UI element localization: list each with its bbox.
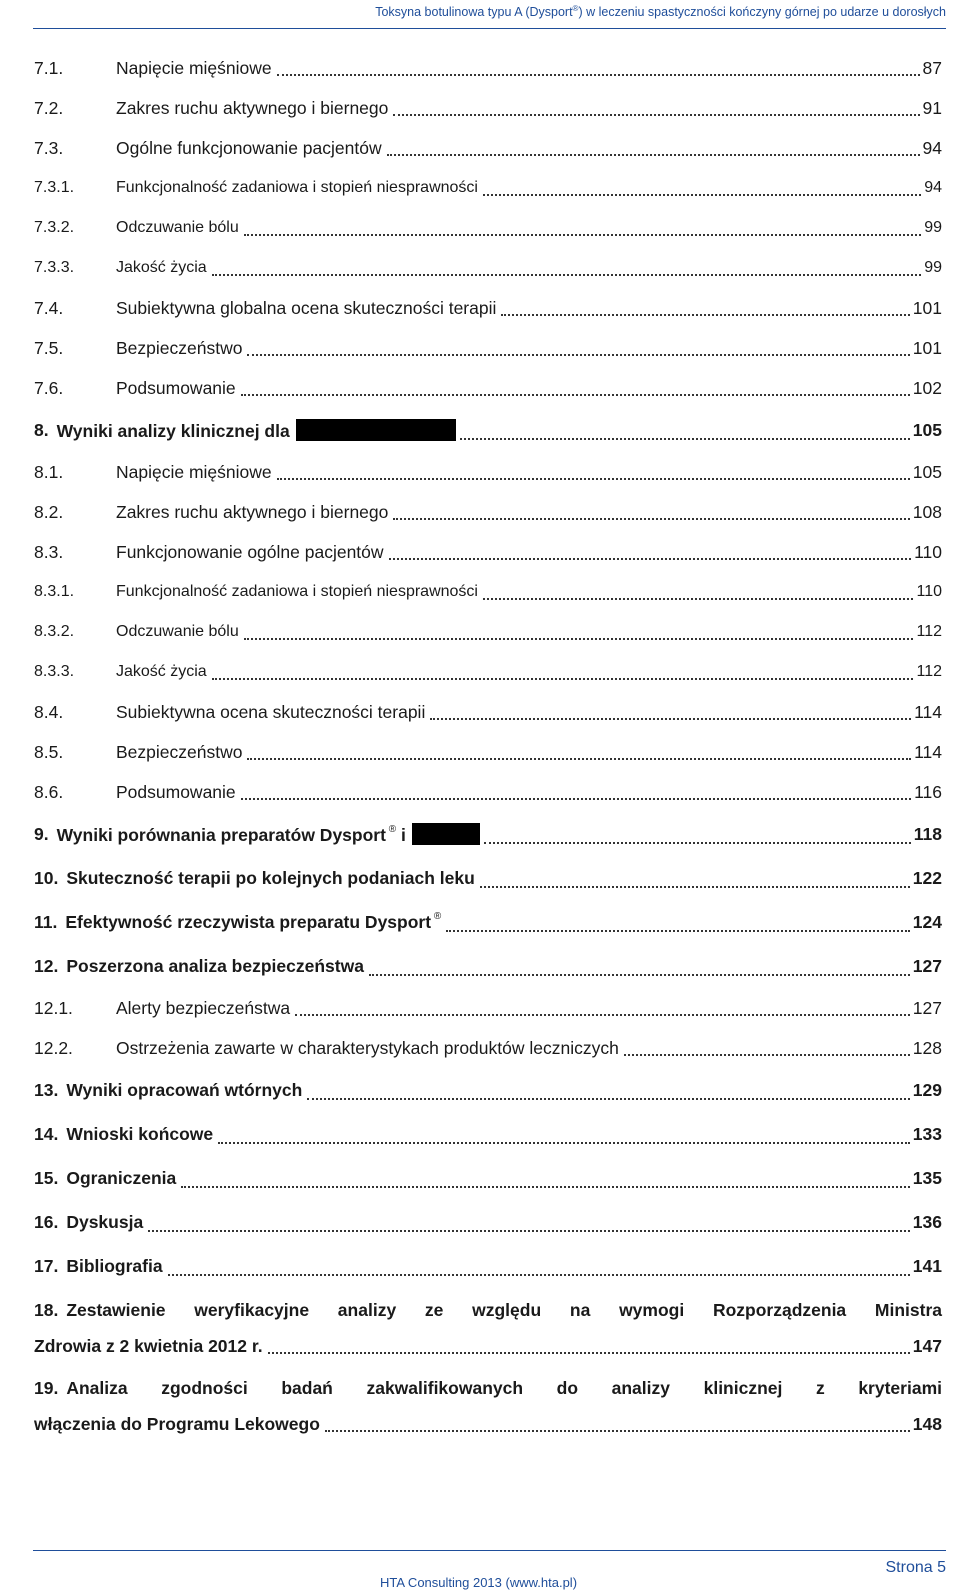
- header-reg-mark: ®: [572, 4, 579, 13]
- toc-entry[interactable]: [34, 452, 942, 492]
- leader-dots: [241, 798, 911, 800]
- toc-entry-number: 8.3.1.: [34, 583, 75, 600]
- toc-entry[interactable]: [34, 48, 942, 88]
- toc-entry-title: [66, 868, 476, 889]
- toc-entry-title-text: Poszerzona analiza bezpieczeństwa: [66, 955, 364, 976]
- toc-entry-title: [116, 623, 241, 641]
- toc-entry-title: Analiza zgodności badań zakwalifikowanych do analizy klinicznej z kryteriami: [66, 1377, 942, 1398]
- toc-entry[interactable]: [34, 732, 942, 772]
- running-header: [375, 4, 946, 19]
- toc-entry-title-text: Zakres ruchu aktywnego i biernego: [116, 501, 389, 522]
- table-of-contents: [34, 48, 942, 1448]
- leader-dots: [480, 886, 910, 888]
- toc-entry-line-1: [34, 1370, 942, 1406]
- toc-entry-page: 94: [922, 137, 942, 158]
- toc-entry-title: [66, 1080, 304, 1101]
- toc-entry[interactable]: [34, 772, 942, 812]
- toc-entry-number: 8.6.: [34, 781, 64, 802]
- toc-entry-title: [116, 179, 480, 197]
- leader-dots: [181, 1186, 910, 1188]
- toc-entry-page: 116: [914, 781, 942, 802]
- registered-mark: ®: [431, 911, 442, 922]
- toc-entry-page: 141: [912, 1255, 942, 1276]
- toc-entry[interactable]: [34, 128, 942, 168]
- redacted-block: [412, 823, 480, 845]
- toc-entry[interactable]: [34, 1068, 942, 1112]
- toc-entry-title-text: Bibliografia: [66, 1255, 163, 1276]
- footer-company: HTA Consulting 2013 (www.hta.pl): [380, 1575, 578, 1590]
- toc-entry[interactable]: [34, 208, 942, 248]
- leader-dots: [484, 842, 911, 844]
- leader-dots: [446, 930, 910, 932]
- toc-entry-number: 12.2.: [34, 1037, 73, 1058]
- leader-dots: [277, 478, 910, 480]
- toc-entry-title: [116, 782, 238, 803]
- toc-entry-number: 8.3.3.: [34, 663, 75, 680]
- toc-entry-number: 13.: [34, 1079, 59, 1100]
- leader-dots: [483, 194, 921, 196]
- leader-dots: [624, 1054, 910, 1056]
- toc-entry[interactable]: [34, 1156, 942, 1200]
- toc-entry[interactable]: [34, 944, 942, 988]
- leader-dots: [387, 154, 920, 156]
- toc-entry-page: 136: [912, 1211, 942, 1232]
- toc-entry-number: 11.: [34, 911, 58, 932]
- toc-entry[interactable]: [34, 1244, 942, 1288]
- leader-dots: [307, 1098, 910, 1100]
- registered-mark: ®: [471, 823, 480, 835]
- toc-entry-number: 12.: [34, 955, 59, 976]
- leader-dots: [393, 114, 919, 116]
- toc-entry[interactable]: [34, 288, 942, 328]
- toc-entry-multiline[interactable]: [34, 1292, 942, 1364]
- toc-entry-number: 7.6.: [34, 377, 64, 398]
- footer-page-label: Strona: [885, 1559, 933, 1576]
- toc-entry-title: [116, 58, 274, 79]
- leader-dots: [389, 558, 912, 560]
- toc-entry[interactable]: [34, 612, 942, 652]
- toc-entry-title: [116, 259, 209, 277]
- toc-entry[interactable]: [34, 572, 942, 612]
- toc-entry[interactable]: [34, 1028, 942, 1068]
- footer-page: [886, 1559, 947, 1577]
- toc-entry-title-text: Subiektywna ocena skuteczności terapii: [116, 701, 426, 722]
- leader-dots: [325, 1430, 910, 1432]
- toc-entry-number: 8.1.: [34, 461, 64, 482]
- toc-entry-title-text: Bezpieczeństwo: [116, 741, 243, 762]
- leader-dots: [247, 758, 911, 760]
- toc-entry-page: 124: [912, 911, 942, 932]
- toc-entry[interactable]: [34, 368, 942, 408]
- toc-entry-page: 133: [912, 1123, 942, 1144]
- leader-dots: [460, 438, 910, 440]
- toc-entry-title-text: Dyskusja: [66, 1211, 144, 1232]
- toc-entry-page: 101: [912, 337, 942, 358]
- toc-entry[interactable]: [34, 1112, 942, 1156]
- toc-entry-title: [116, 338, 244, 359]
- toc-entry-title-text: Podsumowanie: [116, 377, 236, 398]
- leader-dots: [168, 1274, 910, 1276]
- toc-entry-title-text: Wyniki porównania preparatów Dysport: [56, 824, 386, 845]
- toc-entry-title: [66, 956, 366, 977]
- toc-entry-title: [116, 462, 274, 483]
- toc-entry-page: 91: [922, 97, 942, 118]
- toc-entry-page: 105: [912, 461, 942, 482]
- toc-entry-title: [66, 1256, 164, 1277]
- toc-entry-title: [116, 98, 390, 119]
- toc-entry-title-text: Wyniki analizy klinicznej dla: [56, 420, 290, 441]
- toc-entry-title-text: Jakość życia: [116, 663, 207, 680]
- toc-entry-title-text: Alerty bezpieczeństwa: [116, 997, 291, 1018]
- leader-dots: [369, 974, 910, 976]
- toc-entry-title: [66, 1168, 178, 1189]
- toc-entry-title-text: Ostrzeżenia zawarte w charakterystykach produktów leczniczych: [116, 1037, 619, 1058]
- toc-entry-title: [116, 298, 498, 319]
- leader-dots: [244, 638, 914, 640]
- toc-entry[interactable]: [34, 408, 942, 452]
- toc-entry-page: 102: [912, 377, 942, 398]
- toc-entry-title-text: Wnioski końcowe: [66, 1123, 214, 1144]
- toc-entry-page: 94: [924, 179, 942, 196]
- leader-dots: [212, 274, 922, 276]
- toc-entry-page: 110: [914, 541, 942, 562]
- toc-entry-title: [66, 1212, 145, 1233]
- toc-entry[interactable]: [34, 1200, 942, 1244]
- toc-entry-title: Zestawienie weryfikacyjne analizy ze względu na wymogi Rozporządzenia Ministra: [66, 1299, 942, 1320]
- leader-dots: [295, 1014, 910, 1016]
- toc-entry-page: 127: [912, 955, 942, 976]
- toc-entry-number: 7.2.: [34, 97, 64, 118]
- toc-entry-title-text: Napięcie mięśniowe: [116, 57, 272, 78]
- toc-entry-title: [116, 542, 386, 563]
- toc-entry-title: [57, 419, 457, 442]
- header-text-2: ) w leczeniu spastyczności kończyny górnej po udarze u dorosłych: [578, 5, 946, 20]
- leader-dots: [212, 678, 914, 680]
- toc-entry-page: 105: [912, 419, 942, 440]
- toc-entry-page: 127: [912, 997, 942, 1018]
- toc-entry[interactable]: [34, 492, 942, 532]
- toc-entry-page: 114: [914, 741, 942, 762]
- toc-entry-number: 8.5.: [34, 741, 64, 762]
- leader-dots: [393, 518, 909, 520]
- toc-entry-page: 118: [913, 823, 942, 844]
- toc-entry-title-text: Funkcjonalność zadaniowa i stopień niesprawności: [116, 179, 478, 196]
- toc-entry-title-text: Bezpieczeństwo: [116, 337, 243, 358]
- toc-entry-page: 122: [912, 867, 942, 888]
- toc-entry-title-text: Zakres ruchu aktywnego i biernego: [116, 97, 389, 118]
- leader-dots: [277, 74, 920, 76]
- toc-entry-title: [116, 663, 209, 681]
- toc-entry-number: 8.3.2.: [34, 623, 75, 640]
- toc-entry[interactable]: [34, 856, 942, 900]
- toc-entry[interactable]: [34, 988, 942, 1028]
- leader-dots: [241, 394, 910, 396]
- toc-entry-number: 19.: [34, 1377, 59, 1398]
- toc-entry-page: 129: [912, 1079, 942, 1100]
- toc-entry-title-cont: Zdrowia z 2 kwietnia 2012 r.: [34, 1335, 263, 1356]
- toc-entry-title-cont: włączenia do Programu Lekowego: [34, 1413, 320, 1434]
- toc-entry-line-2: [34, 1406, 942, 1442]
- toc-entry-number: 10.: [34, 867, 59, 888]
- toc-entry-page: 110: [916, 583, 942, 600]
- toc-entry-title: [116, 219, 241, 237]
- toc-entry-number: 17.: [34, 1255, 59, 1276]
- leader-dots: [501, 314, 909, 316]
- toc-entry-page: 108: [912, 501, 942, 522]
- registered-mark: ®: [447, 419, 456, 431]
- toc-entry[interactable]: [34, 692, 942, 732]
- toc-entry-title: [57, 823, 482, 846]
- toc-entry-title-text: Napięcie mięśniowe: [116, 461, 272, 482]
- toc-entry[interactable]: [34, 812, 942, 856]
- toc-entry-page: 128: [912, 1037, 942, 1058]
- toc-entry-page: 148: [912, 1413, 942, 1434]
- leader-dots: [244, 234, 921, 236]
- toc-entry-title-text: Subiektywna globalna ocena skuteczności terapii: [116, 297, 497, 318]
- toc-entry[interactable]: [34, 328, 942, 368]
- leader-dots: [148, 1230, 910, 1232]
- toc-entry-number: 7.3.3.: [34, 259, 75, 276]
- toc-entry[interactable]: [34, 532, 942, 572]
- leader-dots: [247, 354, 909, 356]
- toc-entry-number: 14.: [34, 1123, 59, 1144]
- toc-entry-number: 9.: [34, 823, 49, 844]
- toc-entry-number: 8.2.: [34, 501, 64, 522]
- toc-entry-title-text-2: i: [396, 824, 406, 845]
- toc-entry-title-text: Odczuwanie bólu: [116, 219, 239, 236]
- header-rule: [33, 28, 946, 29]
- toc-entry-number: 7.3.1.: [34, 179, 75, 196]
- toc-entry-number: 7.5.: [34, 337, 64, 358]
- toc-entry-page: 112: [916, 663, 942, 680]
- toc-entry-title-text: Podsumowanie: [116, 781, 236, 802]
- toc-entry-title-text: Funkcjonowanie ogólne pacjentów: [116, 541, 384, 562]
- footer-rule: [33, 1550, 946, 1551]
- toc-entry-number: 8.: [34, 419, 49, 440]
- toc-entry-title: [116, 998, 292, 1019]
- toc-entry-page: 147: [912, 1335, 942, 1356]
- toc-entry-title: [116, 583, 480, 601]
- toc-entry-page: 87: [922, 57, 942, 78]
- leader-dots: [218, 1142, 910, 1144]
- toc-entry-title-text: Ograniczenia: [66, 1167, 177, 1188]
- leader-dots: [430, 718, 911, 720]
- footer-page-number: 5: [937, 1559, 946, 1576]
- toc-entry-page: 114: [914, 701, 942, 722]
- toc-entry-page: 101: [912, 297, 942, 318]
- toc-entry-line-1: [34, 1292, 942, 1328]
- toc-entry-title-text: Funkcjonalność zadaniowa i stopień niesprawności: [116, 583, 478, 600]
- toc-entry-number: 18.: [34, 1299, 59, 1320]
- toc-entry-title-text: Efektywność rzeczywista preparatu Dysport: [65, 912, 432, 932]
- toc-entry-title: [116, 502, 390, 523]
- toc-entry-page: 112: [916, 623, 942, 640]
- toc-entry-number: 7.4.: [34, 297, 64, 318]
- toc-entry-title-text: Skuteczność terapii po kolejnych podaniach leku: [66, 867, 475, 888]
- toc-entry-multiline[interactable]: [34, 1370, 942, 1442]
- registered-mark: ®: [385, 823, 397, 835]
- toc-entry[interactable]: [34, 248, 942, 288]
- toc-entry-title: [116, 1038, 621, 1059]
- toc-entry-page: 99: [924, 219, 942, 236]
- toc-entry-number: 8.3.: [34, 541, 64, 562]
- toc-entry-number: 7.3.2.: [34, 219, 75, 236]
- toc-entry-title: [116, 378, 238, 399]
- toc-entry-title-text: Wyniki opracowań wtórnych: [66, 1079, 303, 1100]
- toc-entry-number: 7.1.: [34, 57, 64, 78]
- toc-entry[interactable]: [34, 652, 942, 692]
- toc-entry[interactable]: [34, 900, 942, 944]
- toc-entry-title-text: Odczuwanie bólu: [116, 623, 239, 640]
- toc-entry-number: 8.4.: [34, 701, 64, 722]
- toc-entry-number: 15.: [34, 1167, 59, 1188]
- toc-entry-title: [116, 742, 244, 763]
- toc-entry-number: 12.1.: [34, 997, 73, 1018]
- toc-entry-number: 7.3.: [34, 137, 64, 158]
- redacted-block: [296, 419, 456, 441]
- header-text-1: Toksyna botulinowa typu A (Dysport: [375, 5, 573, 20]
- toc-entry-title-text: Jakość życia: [116, 259, 207, 276]
- toc-entry-title: [116, 702, 427, 723]
- leader-dots: [483, 598, 914, 600]
- toc-entry[interactable]: [34, 88, 942, 128]
- toc-entry-title: [66, 1124, 215, 1145]
- toc-entry-number: 16.: [34, 1211, 59, 1232]
- toc-entry-line-2: [34, 1328, 942, 1364]
- toc-entry-title: [65, 911, 443, 933]
- toc-entry-title-text: Ogólne funkcjonowanie pacjentów: [116, 137, 382, 158]
- leader-dots: [268, 1352, 910, 1354]
- toc-entry-page: 135: [912, 1167, 942, 1188]
- toc-entry[interactable]: [34, 168, 942, 208]
- toc-entry-title: [116, 138, 384, 159]
- toc-entry-page: 99: [924, 259, 942, 276]
